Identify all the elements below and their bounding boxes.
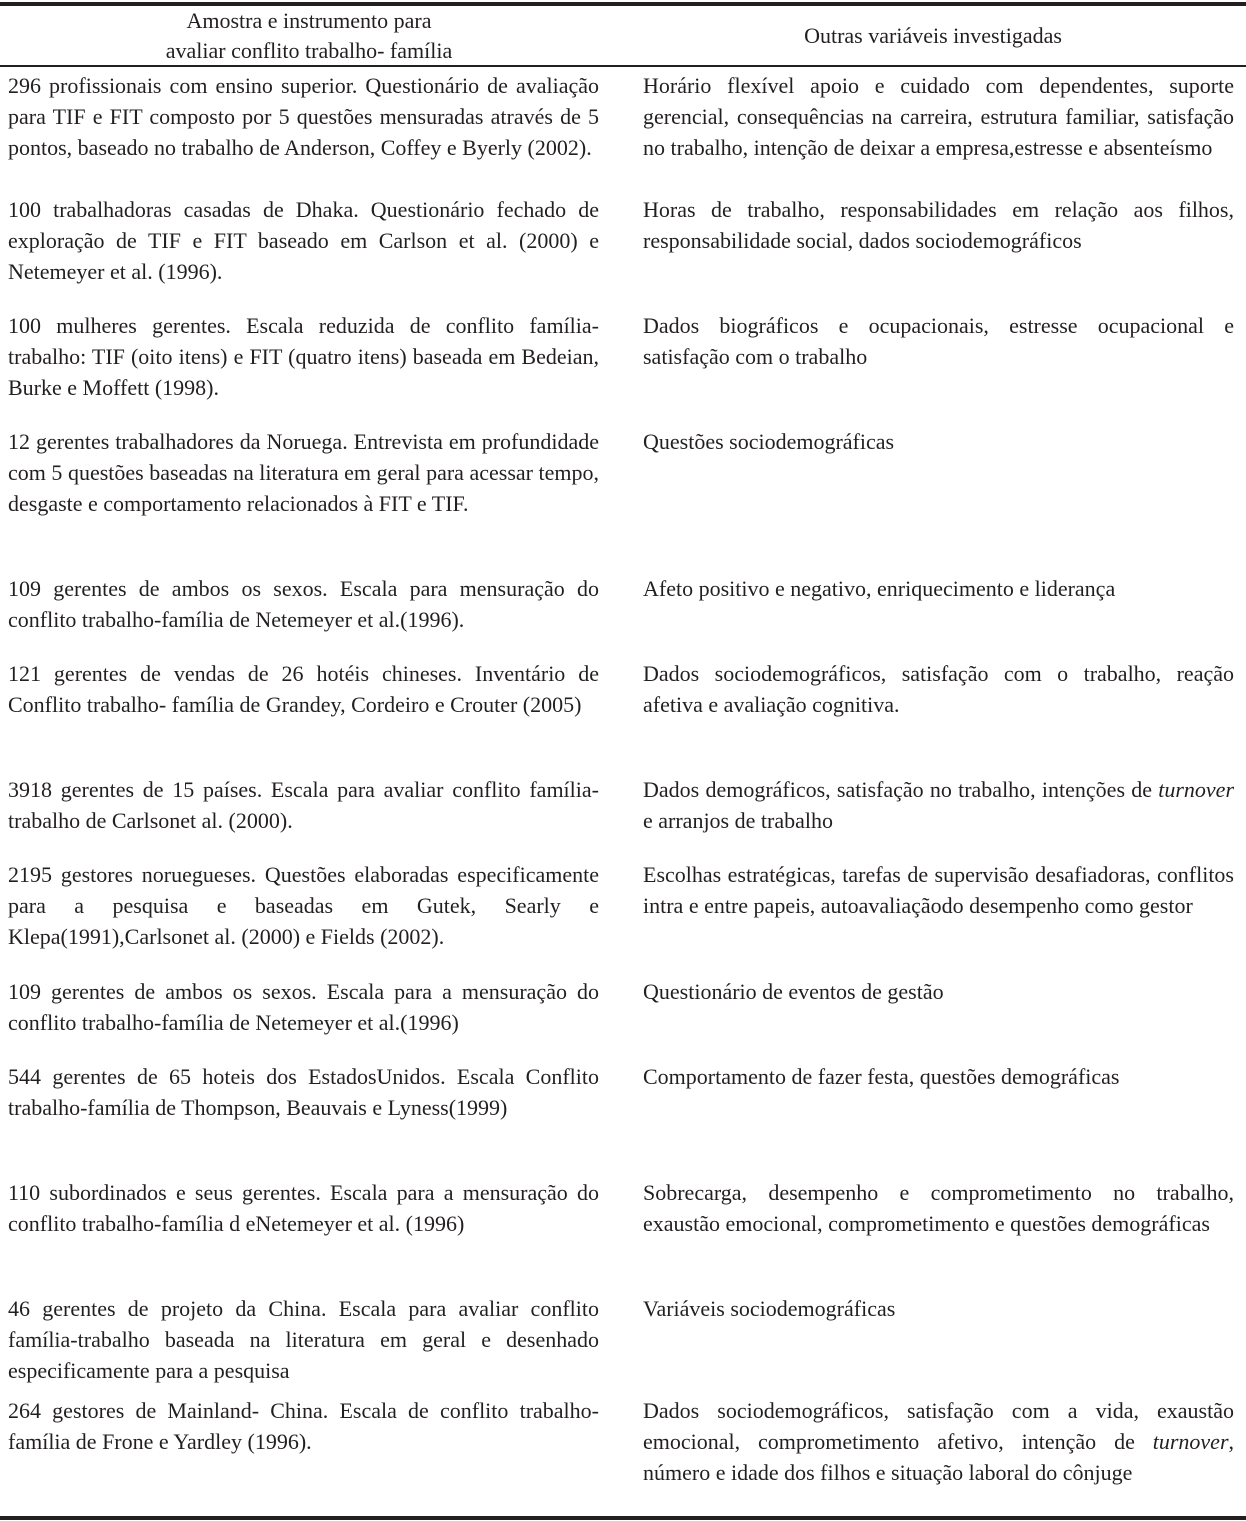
variables-cell: Horas de trabalho, responsabilidades em relação aos filhos, responsabilidade social, dados sociodemográficos <box>643 197 1234 253</box>
variables-cell: Dados sociodemográficos, satisfação com a vida, exaustão emocional, comprometimento afetivo, intenção de turnover, número e idade dos filhos e situação laboral do cônjuge <box>643 1398 1234 1485</box>
sample-cell: 3918 gerentes de 15 países. Escala para avaliar conflito família-trabalho de Carlsonet al. (2000). <box>8 777 599 833</box>
variables-cell: Questionário de eventos de gestão <box>643 979 944 1004</box>
header-other-variables-label: Outras variáveis investigadas <box>804 22 1062 48</box>
turnover-term: turnover <box>1152 1429 1229 1454</box>
header-sample-line-2: avaliar conflito trabalho- família <box>165 37 453 63</box>
sample-cell: 109 gerentes de ambos os sexos. Escala para mensuração do conflito trabalho-família de Netemeyer et al.(1996). <box>8 576 599 632</box>
variables-cell: Dados biográficos e ocupacionais, estresse ocupacional e satisfação com o trabalho <box>643 313 1234 369</box>
variables-cell: Horário flexível apoio e cuidado com dependentes, suporte gerencial, consequências na carreira, estrutura familiar, satisfação no trabalho, intenção de deixar a empresa,estresse e absenteísmo <box>643 73 1234 160</box>
header-sample-instrument <box>6 6 612 65</box>
header-rule <box>0 65 1246 67</box>
variables-cell: Variáveis sociodemográficas <box>643 1296 896 1321</box>
header-sample-line-1: Amostra e instrumento para <box>186 7 432 33</box>
sample-cell: 264 gestores de Mainland- China. Escala de conflito trabalho-família de Frone e Yardley (1996). <box>8 1398 599 1454</box>
turnover-term: turnover <box>1158 777 1234 802</box>
sample-cell: 121 gerentes de vendas de 26 hotéis chineses. Inventário de Conflito trabalho- família de Grandey, Cordeiro e Crouter (2005) <box>8 661 599 717</box>
sample-cell: 100 mulheres gerentes. Escala reduzida de conflito família-trabalho: TIF (oito itens) e FIT (quatro itens) baseada em Bedeian, Burke e Moffett (1998). <box>8 313 599 400</box>
sample-cell: 12 gerentes trabalhadores da Noruega. Entrevista em profundidade com 5 questões baseadas na literatura em geral para acessar tempo, desgaste e comportamento relacionados à FIT e TIF. <box>8 429 599 516</box>
sample-cell: 296 profissionais com ensino superior. Questionário de avaliação para TIF e FIT composto por 5 questões mensuradas através de 5 pontos, baseado no trabalho de Anderson, Coffey e Byerly (2002). <box>8 73 599 160</box>
header-other-variables <box>630 6 1236 65</box>
variables-cell: Questões sociodemográficas <box>643 429 895 454</box>
variables-cell: Dados demográficos, satisfação no trabalho, intenções de turnover e arranjos de trabalho <box>643 777 1234 833</box>
variables-cell: Comportamento de fazer festa, questões demográficas <box>643 1064 1120 1089</box>
variables-cell: Sobrecarga, desempenho e comprometimento no trabalho, exaustão emocional, comprometimento e questões demográficas <box>643 1180 1234 1236</box>
table-bottom-rule <box>0 1516 1246 1520</box>
sample-cell: 544 gerentes de 65 hoteis dos EstadosUnidos. Escala Conflito trabalho-família de Thompson, Beauvais e Lyness(1999) <box>8 1064 599 1120</box>
sample-cell: 100 trabalhadoras casadas de Dhaka. Questionário fechado de exploração de TIF e FIT baseado em Carlson et al. (2000) e Netemeyer et al. (1996). <box>8 197 599 284</box>
sample-cell: 110 subordinados e seus gerentes. Escala para a mensuração do conflito trabalho-família d eNetemeyer et al. (1996) <box>8 1180 599 1236</box>
variables-cell: Afeto positivo e negativo, enriquecimento e liderança <box>643 576 1116 601</box>
variables-cell: Escolhas estratégicas, tarefas de supervisão desafiadoras, conflitos intra e entre papeis, autoavaliaçãodo desempenho como gestor <box>643 862 1234 918</box>
sample-cell: 46 gerentes de projeto da China. Escala para avaliar conflito família-trabalho baseada na literatura em geral e desenhado especificamente para a pesquisa <box>8 1296 599 1383</box>
sample-cell: 109 gerentes de ambos os sexos. Escala para a mensuração do conflito trabalho-família de Netemeyer et al.(1996) <box>8 979 599 1035</box>
sample-cell: 2195 gestores noruegueses. Questões elaboradas especificamente para a pesquisa e baseadas em Gutek, Searly e Klepa(1991),Carlsonet al. (2000) e Fields (2002). <box>8 862 599 949</box>
variables-cell: Dados sociodemográficos, satisfação com o trabalho, reação afetiva e avaliação cognitiva. <box>643 661 1234 717</box>
